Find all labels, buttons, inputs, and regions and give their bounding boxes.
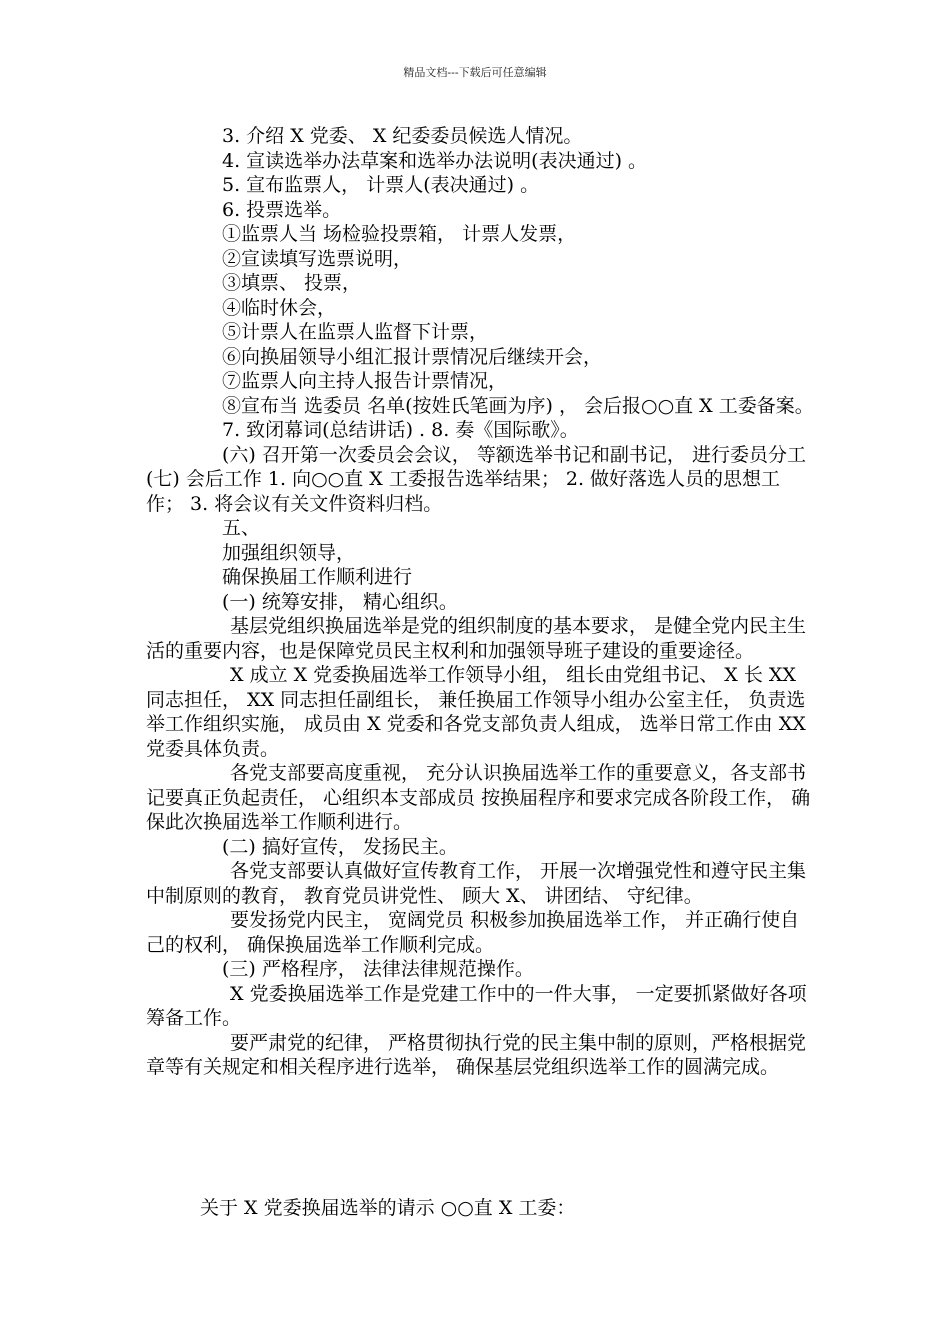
paragraph: (三) 严格程序， 法律法律规范操作。 xyxy=(222,958,534,980)
paragraph: 4. 宣读选举办法草案和选举办法说明(表决通过) 。 xyxy=(222,149,648,172)
paragraph: (二) 搞好宣传， 发扬民主。 xyxy=(222,835,458,858)
paragraph: ②宣读填写选票说明， xyxy=(222,247,413,270)
paragraph: 7. 致闭幕词(总结讲话) . 8. 奏《国际歌》。 xyxy=(222,419,579,441)
page-header-watermark: 精品文档---下载后可任意编辑 xyxy=(403,66,547,79)
paragraph: ⑦监票人向主持人报告计票情况， xyxy=(222,370,508,392)
paragraph: 五、 xyxy=(222,517,261,539)
paragraph: 5. 宣布监票人， 计票人(表决通过) 。 xyxy=(222,174,540,196)
paragraph: ⑧宣布当 选委员 名单(按姓氏笔画为序) ， 会后报○○直 X 工委备案。 xyxy=(222,394,814,417)
paragraph: ⑥向换届领导小组汇报计票情况后继续开会， xyxy=(222,345,603,368)
paragraph: 要发扬党内民主， 宽阔党员 积极参加换届选举工作， 并正确行使自己的权利， 确保换届选举工作顺利完成。 xyxy=(146,909,800,956)
paragraph: ④临时休会， xyxy=(222,296,337,319)
document-body xyxy=(146,124,814,1080)
paragraph: 确保换届工作顺利进行 xyxy=(222,566,413,588)
paragraph: 各党支部要高度重视， 充分认识换届选举工作的重要意义，各支部书 记要真正负起责任， 心组织本支部成员 按换届程序和要求完成各阶段工作， 确保此次换届选举工作顺利进行。 xyxy=(146,762,811,833)
closing-line: 关于 X 党委换届选举的请示 ○○直 X 工委： xyxy=(200,1197,576,1219)
paragraph: 各党支部要认真做好宣传教育工作， 开展一次增强党性和遵守民主集中制原则的教育， 教育党员讲党性、 顾大 X、 讲团结、 守纪律。 xyxy=(146,860,807,907)
paragraph: (一) 统筹安排， 精心组织。 xyxy=(222,590,458,613)
paragraph: ⑤计票人在监票人监督下计票， xyxy=(222,321,489,343)
paragraph: ③填票、 投票， xyxy=(222,272,362,294)
paragraph: X 成立 X 党委换届选举工作领导小组， 组长由党组书记、 X 长 XX 同志担任， XX 同志担任副组长， 兼任换届工作领导小组办公室主任， 负责选举工作组织实施， 成员由 X 党委和各党支部负责人组成， 选举日常工作由 XX 党委具体负责。 xyxy=(146,664,806,760)
paragraph: 3. 介绍 X 党委、 X 纪委委员候选人情况。 xyxy=(222,125,583,147)
paragraph: 加强组织领导， xyxy=(222,541,356,564)
paragraph: X 党委换届选举工作是党建工作中的一件大事， 一定要抓紧做好各项筹备工作。 xyxy=(146,982,807,1029)
paragraph: ①监票人当 场检验投票箱， 计票人发票， xyxy=(222,223,577,245)
paragraph: 6. 投票选举。 xyxy=(222,198,342,221)
paragraph: 要严肃党的纪律， 严格贯彻执行党的民主集中制的原则，严格根据党章等有关规定和相关程序进行选举， 确保基层党组织选举工作的圆满完成。 xyxy=(146,1031,807,1078)
paragraph: (六) 召开第一次委员会会议， 等额选举书记和副书记， 进行委员分工 (七) 会后工作 1. 向○○直 X 工委报告选举结果； 2. 做好落选人员的思想工作； 3. 将会议有关文件资料归档。 xyxy=(146,443,806,515)
paragraph: 基层党组织换届选举是党的组织制度的基本要求， 是健全党内民主生活的重要内容，也是保障党员民主权利和加强领导班子建设的重要途径。 xyxy=(146,615,807,662)
